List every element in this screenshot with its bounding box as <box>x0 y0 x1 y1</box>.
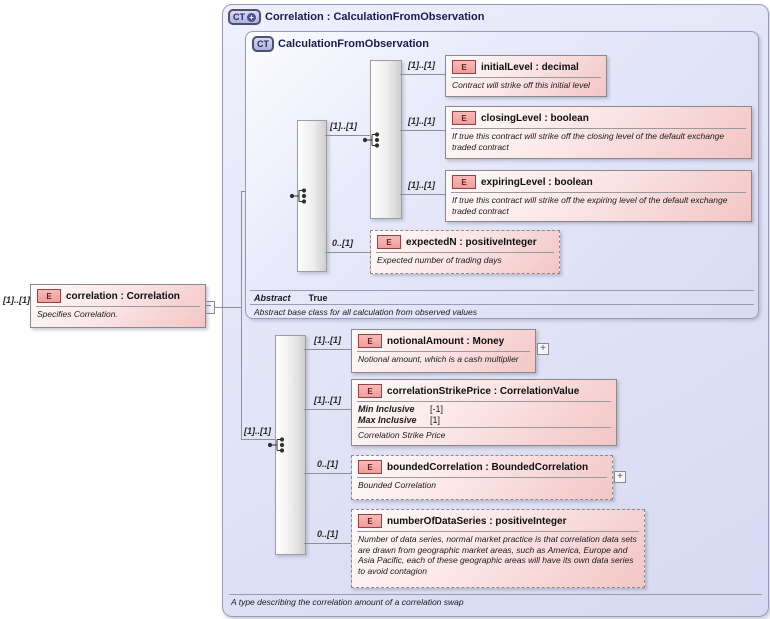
complex-type-icon[interactable]: CT <box>252 36 274 52</box>
connector-line <box>325 135 370 136</box>
type-title: Correlation : CalculationFromObservation <box>265 11 485 23</box>
element-icon: E <box>358 460 382 474</box>
element-title: expiringLevel : boolean <box>481 176 593 188</box>
facet-min-inclusive: Min Inclusive [-1] <box>358 404 444 414</box>
connector-line <box>400 74 445 75</box>
divider <box>229 594 762 595</box>
connector-line <box>304 473 351 474</box>
connector-line <box>304 409 351 410</box>
cardinality-label: 0..[1] <box>317 459 339 469</box>
element-icon: E <box>358 514 382 528</box>
element-title: boundedCorrelation : BoundedCorrelation <box>387 461 589 473</box>
complex-type-expand-icon[interactable]: CT + <box>228 9 261 25</box>
element-closingLevel[interactable] <box>445 106 752 159</box>
element-annotation: Notional amount, which is a cash multiplier <box>358 354 519 364</box>
connector-line <box>400 194 445 195</box>
connector-line <box>325 252 370 253</box>
sequence-group[interactable] <box>370 60 402 219</box>
element-numberOfDataSeries[interactable] <box>351 509 645 588</box>
element-initialLevel[interactable] <box>445 55 607 97</box>
element-title: initialLevel : decimal <box>481 61 579 73</box>
element-annotation: If true this contract will strike off the closing level of the default exchange traded contract <box>452 131 725 152</box>
element-title: closingLevel : boolean <box>481 112 589 124</box>
element-icon: E <box>358 384 382 398</box>
element-title: numberOfDataSeries : positiveInteger <box>387 515 567 527</box>
cardinality-label: [1]..[1] <box>314 335 341 345</box>
expand-button[interactable]: + <box>614 471 626 483</box>
connector-line <box>304 543 351 544</box>
element-icon: E <box>452 60 476 74</box>
cardinality-label: [1]..[1] <box>3 295 30 305</box>
cardinality-label: 0..[1] <box>332 238 354 248</box>
divider <box>250 304 754 305</box>
cardinality-label: 0..[1] <box>317 529 339 539</box>
element-expiringLevel[interactable] <box>445 170 752 222</box>
element-icon: E <box>377 235 401 249</box>
connector-line <box>304 349 351 350</box>
element-title: notionalAmount : Money <box>387 335 505 347</box>
type-box-calculation-from-observation <box>245 31 759 319</box>
element-annotation: Number of data series, normal market practice is that correlation data sets are drawn from geographic market areas, such as America, Europe and Asia Pacific, each of these geographic areas will have its own data series to avoid contagion <box>358 534 637 576</box>
element-title: expectedN : positiveInteger <box>406 236 537 248</box>
element-icon: E <box>452 111 476 125</box>
element-correlationStrikePrice[interactable] <box>351 379 617 446</box>
type-box-correlation <box>222 4 769 617</box>
element-annotation: Contract will strike off this initial level <box>452 80 590 90</box>
cardinality-label: [1]..[1] <box>330 121 357 131</box>
cardinality-label: [1]..[1] <box>408 180 435 190</box>
cardinality-label: [1]..[1] <box>314 395 341 405</box>
connector-line <box>241 191 242 440</box>
element-boundedCorrelation[interactable] <box>351 455 613 500</box>
element-annotation: Bounded Correlation <box>358 480 436 490</box>
element-correlation[interactable] <box>30 284 206 328</box>
element-title: correlation : Correlation <box>66 290 180 302</box>
element-icon: E <box>37 289 61 303</box>
divider <box>250 290 754 291</box>
sequence-group[interactable] <box>297 120 327 272</box>
element-icon: E <box>358 334 382 348</box>
element-title: correlationStrikePrice : CorrelationValue <box>387 385 580 397</box>
type-annotation: A type describing the correlation amount of a correlation swap <box>231 597 464 607</box>
facet-max-inclusive: Max Inclusive [1] <box>358 415 441 425</box>
element-annotation: Correlation Strike Price <box>358 430 446 440</box>
connector-line <box>400 130 445 131</box>
element-icon: E <box>452 175 476 189</box>
element-annotation: Expected number of trading days <box>377 255 502 265</box>
cardinality-label: [1]..[1] <box>244 426 271 436</box>
element-annotation: Specifies Correlation. <box>37 309 118 319</box>
sequence-icon <box>362 131 382 149</box>
sequence-icon <box>289 187 309 205</box>
abstract-facet: Abstract True <box>254 293 328 303</box>
expand-button[interactable]: + <box>537 343 549 355</box>
type-title: CalculationFromObservation <box>278 38 429 50</box>
cardinality-label: [1]..[1] <box>408 60 435 70</box>
element-annotation: If true this contract will strike off the expiring level of the default exchange traded contract <box>452 195 728 216</box>
plus-icon: + <box>247 13 256 22</box>
facet-list <box>352 402 616 427</box>
collapse-handle[interactable]: − <box>202 301 215 314</box>
element-notionalAmount[interactable] <box>351 329 536 373</box>
sequence-group[interactable] <box>275 335 306 555</box>
cardinality-label: [1]..[1] <box>408 116 435 126</box>
element-expectedN[interactable] <box>370 230 560 274</box>
sequence-icon <box>267 436 287 454</box>
type-annotation: Abstract base class for all calculation from observed values <box>254 307 477 317</box>
